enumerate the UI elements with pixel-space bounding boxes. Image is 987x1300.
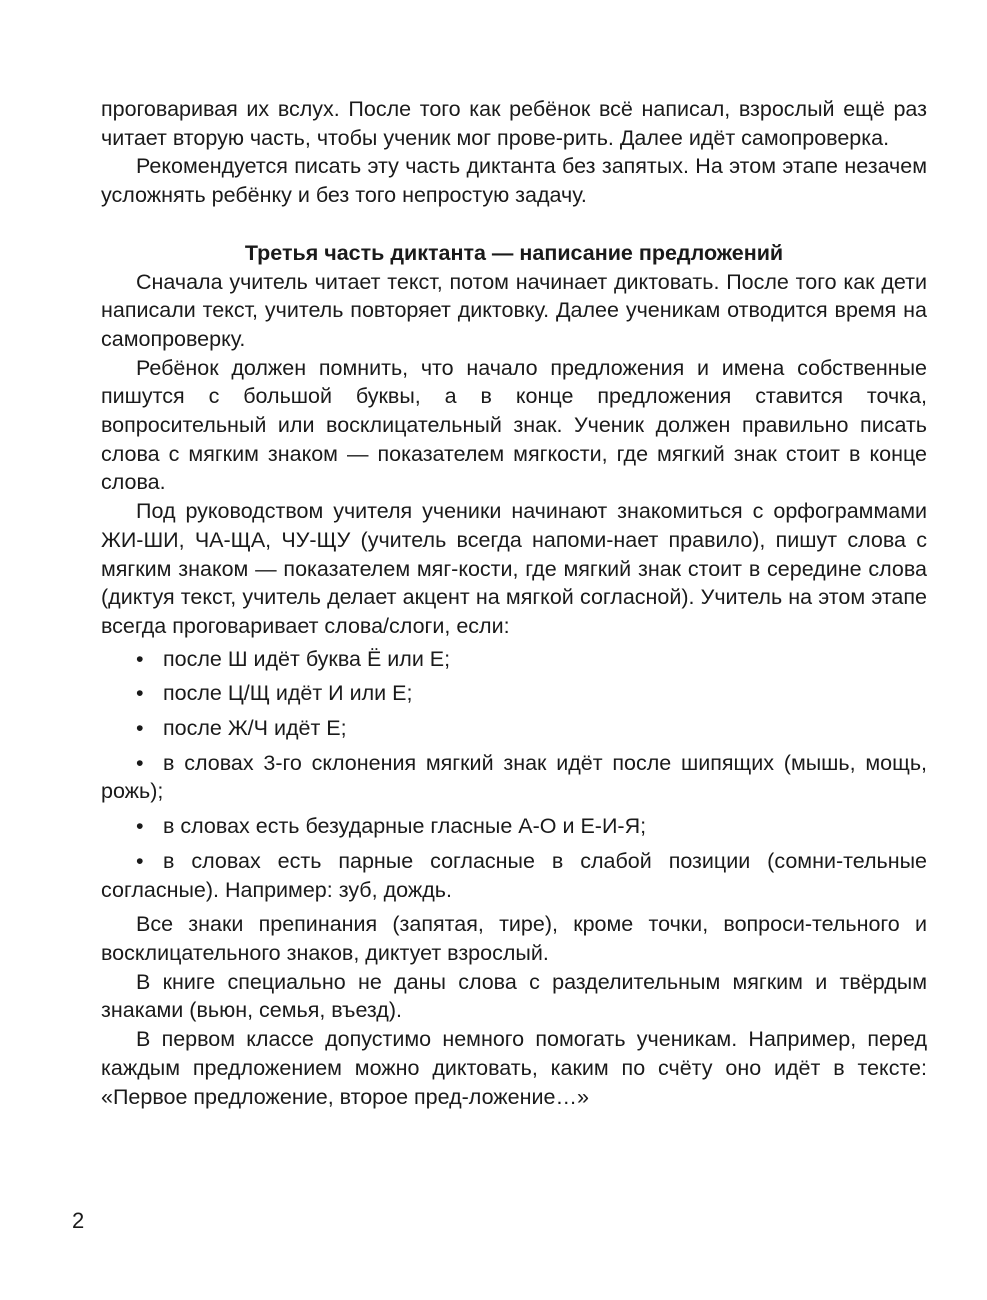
list-item-text: в словах 3-го склонения мягкий знак идёт после шипящих (мышь, мощь, рожь); xyxy=(101,750,927,804)
paragraph-section-1: Сначала учитель читает текст, потом начинает диктовать. После того как дети написали текст, учитель повторяет диктовку. Далее ученикам отводится время на самопроверку. xyxy=(101,269,927,351)
paragraph-closing-3: В первом классе допустимо немного помогать ученикам. Например, перед каждым предложением можно диктовать, каким по счёту оно идёт в тексте: «Первое предложение, второе пред-ложение…» xyxy=(101,1027,927,1109)
bullet-marker: • xyxy=(136,681,144,706)
paragraph-section-3: Под руководством учителя ученики начинают знакомиться с орфограммами ЖИ-ШИ, ЧА-ЩА, ЧУ-ЩУ (учитель всегда напоми-нает правило), пишут слова с мягким знаком — показателем мяг-кости, где мягкий знак стоит в середине слова (диктуя текст, учитель делает акцент на мягкой согласной). Учитель на этом этапе всегда проговаривает слова/слоги, если: xyxy=(101,499,927,638)
paragraph-closing-1: Все знаки препинания (запятая, тире), кроме точки, вопроси-тельного и восклицательного знаков, диктует взрослый. xyxy=(101,912,927,965)
list-item-text: после Ш идёт буква Ё или Е; xyxy=(163,646,451,671)
page-number: 2 xyxy=(72,1208,85,1233)
list-item-text: в словах есть безударные гласные А-О и Е-И-Я; xyxy=(163,814,647,839)
bullet-marker: • xyxy=(136,716,144,741)
bullet-marker: • xyxy=(136,750,144,775)
list-item xyxy=(101,847,927,904)
page-body xyxy=(101,95,927,1111)
paragraph-section-2: Ребёнок должен помнить, что начало предложения и имена собственные пишутся с большой буквы, а в конце предложения ставится точка, вопросительный или восклицательный знак. Ученик должен правильно писать слова с мягким знаком — показателем мягкости, где мягкий знак стоит в конце слова. xyxy=(101,355,927,495)
list-item xyxy=(101,749,927,806)
list-item xyxy=(101,714,927,743)
paragraph-closing-2: В книге специально не даны слова с разделительным мягким и твёрдым знаками (вьюн, семья, въезд). xyxy=(101,969,927,1023)
list-item-text: после Ж/Ч идёт Е; xyxy=(163,716,347,741)
bullet-marker: • xyxy=(136,848,144,873)
bullet-marker: • xyxy=(136,646,144,671)
list-item xyxy=(101,679,927,708)
bullet-list xyxy=(101,645,927,905)
bullet-marker: • xyxy=(136,814,144,839)
list-item-text: после Ц/Щ идёт И или Е; xyxy=(163,681,413,706)
paragraph-intro-2: Рекомендуется писать эту часть диктанта без запятых. На этом этапе незачем усложнять ребёнку и без того непростую задачу. xyxy=(101,154,927,208)
list-item-text: в словах есть парные согласные в слабой позиции (сомни-тельные согласные). Например: зуб, дождь. xyxy=(101,848,927,902)
paragraph-intro-1: проговаривая их вслух. После того как ребёнок всё написал, взрослый ещё раз читает вторую часть, чтобы ученик мог прове-рить. Далее идёт самопроверка. xyxy=(101,97,927,150)
list-item xyxy=(101,645,927,674)
list-item xyxy=(101,812,927,841)
section-heading: Третья часть диктанта — написание предложений xyxy=(244,240,784,265)
